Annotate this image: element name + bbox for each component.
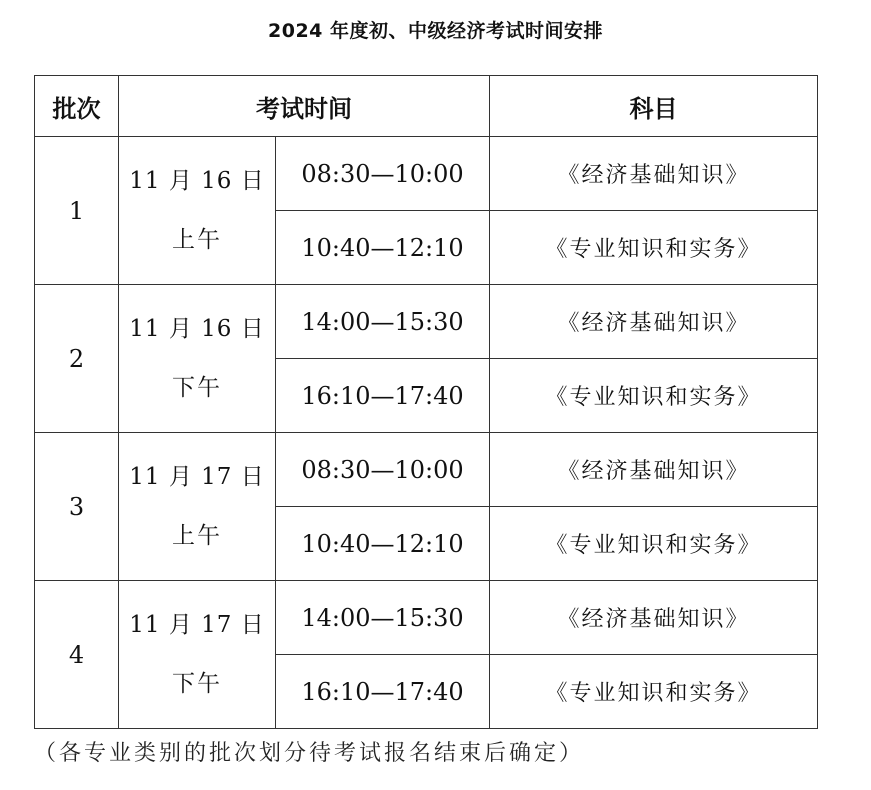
table-row: [35, 137, 818, 211]
session-subject: 《专业知识和实务》: [490, 211, 818, 285]
footnote: （各专业类别的批次划分待考试报名结束后确定）: [34, 741, 585, 766]
page-title: 2024 年度初、中级经济考试时间安排: [268, 20, 603, 42]
session-time: 10:40—12:10: [276, 211, 490, 285]
batch-number: 4: [35, 581, 119, 729]
session-time: 08:30—10:00: [276, 433, 490, 507]
session-subject: 《经济基础知识》: [490, 581, 818, 655]
exam-date: 11 月 17 日: [129, 463, 265, 490]
exam-date: 11 月 16 日: [129, 315, 265, 342]
session-time: 14:00—15:30: [276, 285, 490, 359]
batch-date-cell: [119, 581, 276, 729]
header-subject: 科目: [490, 76, 818, 137]
batch-date-cell: [119, 433, 276, 581]
batch-date-cell: [119, 137, 276, 285]
session-subject: 《经济基础知识》: [490, 433, 818, 507]
batch-number: 3: [35, 433, 119, 581]
exam-period: 上午: [172, 522, 222, 549]
table-row: [35, 433, 818, 507]
batch-date-cell: [119, 285, 276, 433]
session-time: 16:10—17:40: [276, 359, 490, 433]
batch-number: 2: [35, 285, 119, 433]
session-time: 16:10—17:40: [276, 655, 490, 729]
session-subject: 《专业知识和实务》: [490, 507, 818, 581]
session-subject: 《经济基础知识》: [490, 285, 818, 359]
session-time: 10:40—12:10: [276, 507, 490, 581]
exam-date: 11 月 16 日: [129, 167, 265, 194]
session-subject: 《专业知识和实务》: [490, 655, 818, 729]
batch-number: 1: [35, 137, 119, 285]
table-row: [35, 581, 818, 655]
exam-date: 11 月 17 日: [129, 611, 265, 638]
session-subject: 《专业知识和实务》: [490, 359, 818, 433]
exam-schedule-table: [34, 75, 818, 729]
session-subject: 《经济基础知识》: [490, 137, 818, 211]
session-time: 08:30—10:00: [276, 137, 490, 211]
table-header-row: [35, 76, 818, 137]
table-row: [35, 285, 818, 359]
session-time: 14:00—15:30: [276, 581, 490, 655]
exam-period: 下午: [172, 670, 222, 697]
header-batch: 批次: [35, 76, 119, 137]
exam-period: 下午: [172, 374, 222, 401]
header-exam-time: 考试时间: [119, 76, 490, 137]
exam-period: 上午: [172, 226, 222, 253]
